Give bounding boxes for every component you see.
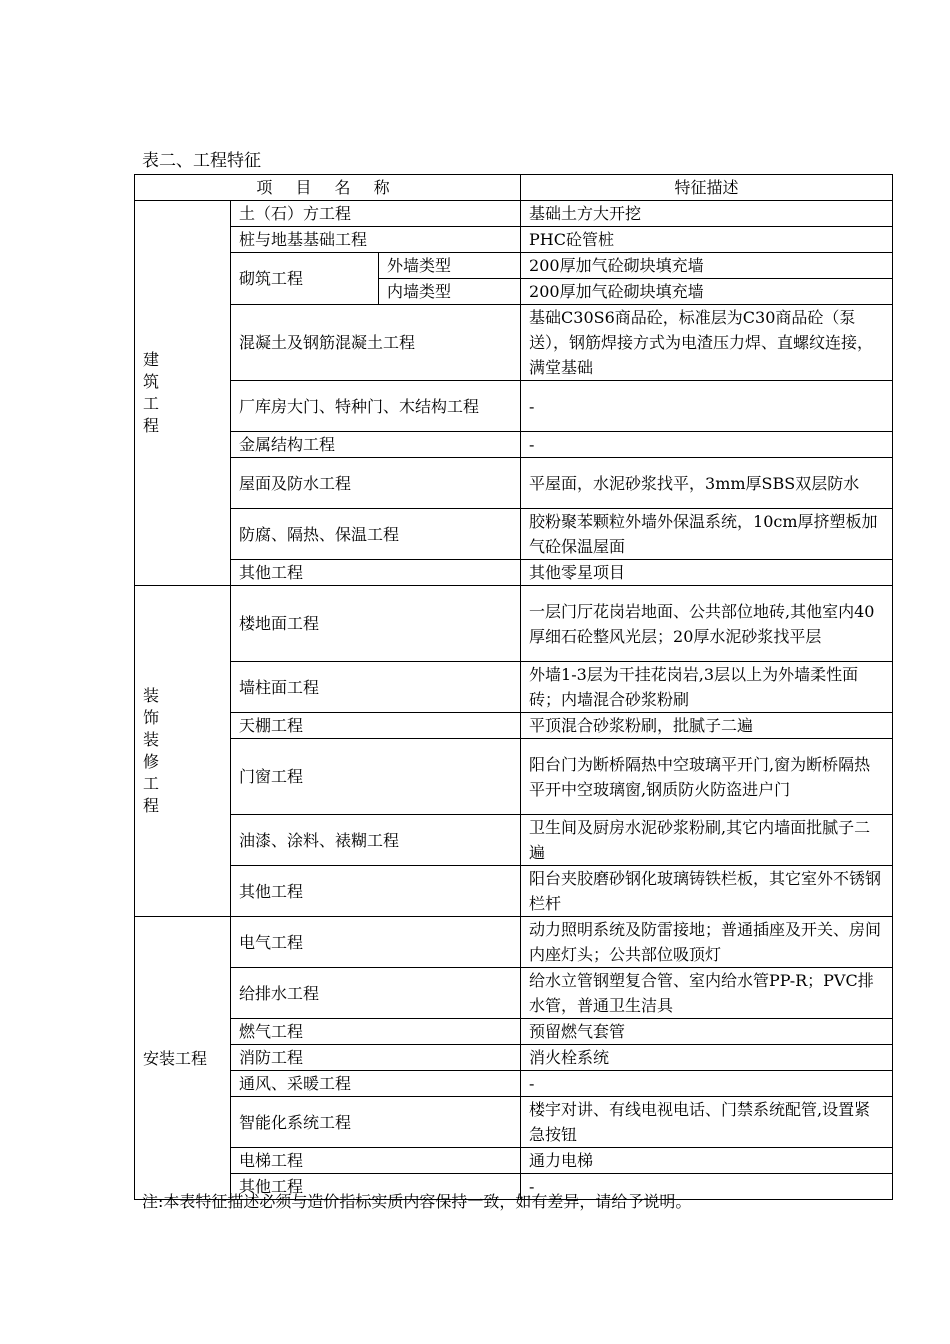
item-name: 智能化系统工程 [231,1097,521,1148]
item-name: 墙柱面工程 [231,662,521,713]
item-description: 200厚加气砼砌块填充墙 [521,253,893,279]
item-name: 金属结构工程 [231,432,521,458]
item-name: 给排水工程 [231,968,521,1019]
item-description: 基础C30S6商品砼，标准层为C30商品砼（泵送），钢筋焊接方式为电渣压力焊、直螺纹连接，满堂基础 [521,305,893,381]
item-description: PHC砼管桩 [521,227,893,253]
table-row [135,917,893,968]
category-decoration: 装饰装修工程 [135,586,231,917]
item-description: 外墙1-3层为干挂花岗岩,3层以上为外墙柔性面砖；内墙混合砂浆粉刷 [521,662,893,713]
item-description: 其他零星项目 [521,560,893,586]
table-row [135,1148,893,1174]
table-row [135,432,893,458]
table-row [135,1019,893,1045]
item-description: - [521,432,893,458]
table-row [135,1045,893,1071]
item-description: 给水立管钢塑复合管、室内给水管PP-R；PVC排水管，普通卫生洁具 [521,968,893,1019]
item-name: 厂库房大门、特种门、木结构工程 [231,381,521,432]
table-row [135,253,893,279]
item-description: - [521,381,893,432]
item-name: 楼地面工程 [231,586,521,662]
item-name: 桩与地基基础工程 [231,227,521,253]
item-description: 200厚加气砼砌块填充墙 [521,279,893,305]
item-description: 阳台夹胶磨砂钢化玻璃铸铁栏板，其它室外不锈钢栏杆 [521,866,893,917]
item-name: 天棚工程 [231,713,521,739]
table-header-row [135,175,893,201]
table-row [135,1071,893,1097]
table-row [135,227,893,253]
item-name: 电梯工程 [231,1148,521,1174]
table-row [135,739,893,815]
item-name: 燃气工程 [231,1019,521,1045]
table-row [135,866,893,917]
table-row [135,509,893,560]
table-row [135,458,893,509]
item-description: 阳台门为断桥隔热中空玻璃平开门,窗为断桥隔热平开中空玻璃窗,钢质防火防盗进户门 [521,739,893,815]
table-row [135,713,893,739]
item-name: 其他工程 [231,866,521,917]
table-caption: 表二、工程特征 [142,151,261,171]
engineering-features-table [134,174,893,1200]
item-description: - [521,1174,893,1200]
item-name: 其他工程 [231,1174,521,1200]
item-description: 胶粉聚苯颗粒外墙外保温系统，10cm厚挤塑板加气砼保温屋面 [521,509,893,560]
item-name: 电气工程 [231,917,521,968]
item-name: 砌筑工程 [231,253,379,305]
item-description: 通力电梯 [521,1148,893,1174]
item-name: 屋面及防水工程 [231,458,521,509]
item-description: - [521,1071,893,1097]
item-subtype: 外墙类型 [379,253,521,279]
table-row [135,305,893,381]
item-name: 防腐、隔热、保温工程 [231,509,521,560]
item-description: 楼宇对讲、有线电视电话、门禁系统配管,设置紧急按钮 [521,1097,893,1148]
table-footnote: 注:本表特征描述必须与造价指标实质内容保持一致，如有差异，请给予说明。 [142,1192,692,1211]
category-installation: 安装工程 [135,917,231,1200]
table-row [135,381,893,432]
table-row [135,662,893,713]
item-name: 土（石）方工程 [231,201,521,227]
category-building: 建筑工程 [135,201,231,586]
header-project-name: 项 目 名 称 [135,175,521,201]
item-description: 平顶混合砂浆粉刷，批腻子二遍 [521,713,893,739]
item-description: 基础土方大开挖 [521,201,893,227]
item-description: 一层门厅花岗岩地面、公共部位地砖,其他室内40厚细石砼整风光层；20厚水泥砂浆找平层 [521,586,893,662]
item-description: 平屋面，水泥砂浆找平，3mm厚SBS双层防水 [521,458,893,509]
item-name: 混凝土及钢筋混凝土工程 [231,305,521,381]
item-name: 消防工程 [231,1045,521,1071]
table-row [135,560,893,586]
table-row [135,1097,893,1148]
item-name: 通风、采暖工程 [231,1071,521,1097]
item-name: 其他工程 [231,560,521,586]
item-name: 门窗工程 [231,739,521,815]
table-row [135,586,893,662]
item-description: 预留燃气套管 [521,1019,893,1045]
item-description: 卫生间及厨房水泥砂浆粉刷,其它内墙面批腻子二遍 [521,815,893,866]
header-feature-description: 特征描述 [521,175,893,201]
item-name: 油漆、涂料、裱糊工程 [231,815,521,866]
item-description: 消火栓系统 [521,1045,893,1071]
table-row [135,815,893,866]
item-subtype: 内墙类型 [379,279,521,305]
table-row [135,968,893,1019]
table-row [135,201,893,227]
item-description: 动力照明系统及防雷接地；普通插座及开关、房间内座灯头；公共部位吸顶灯 [521,917,893,968]
